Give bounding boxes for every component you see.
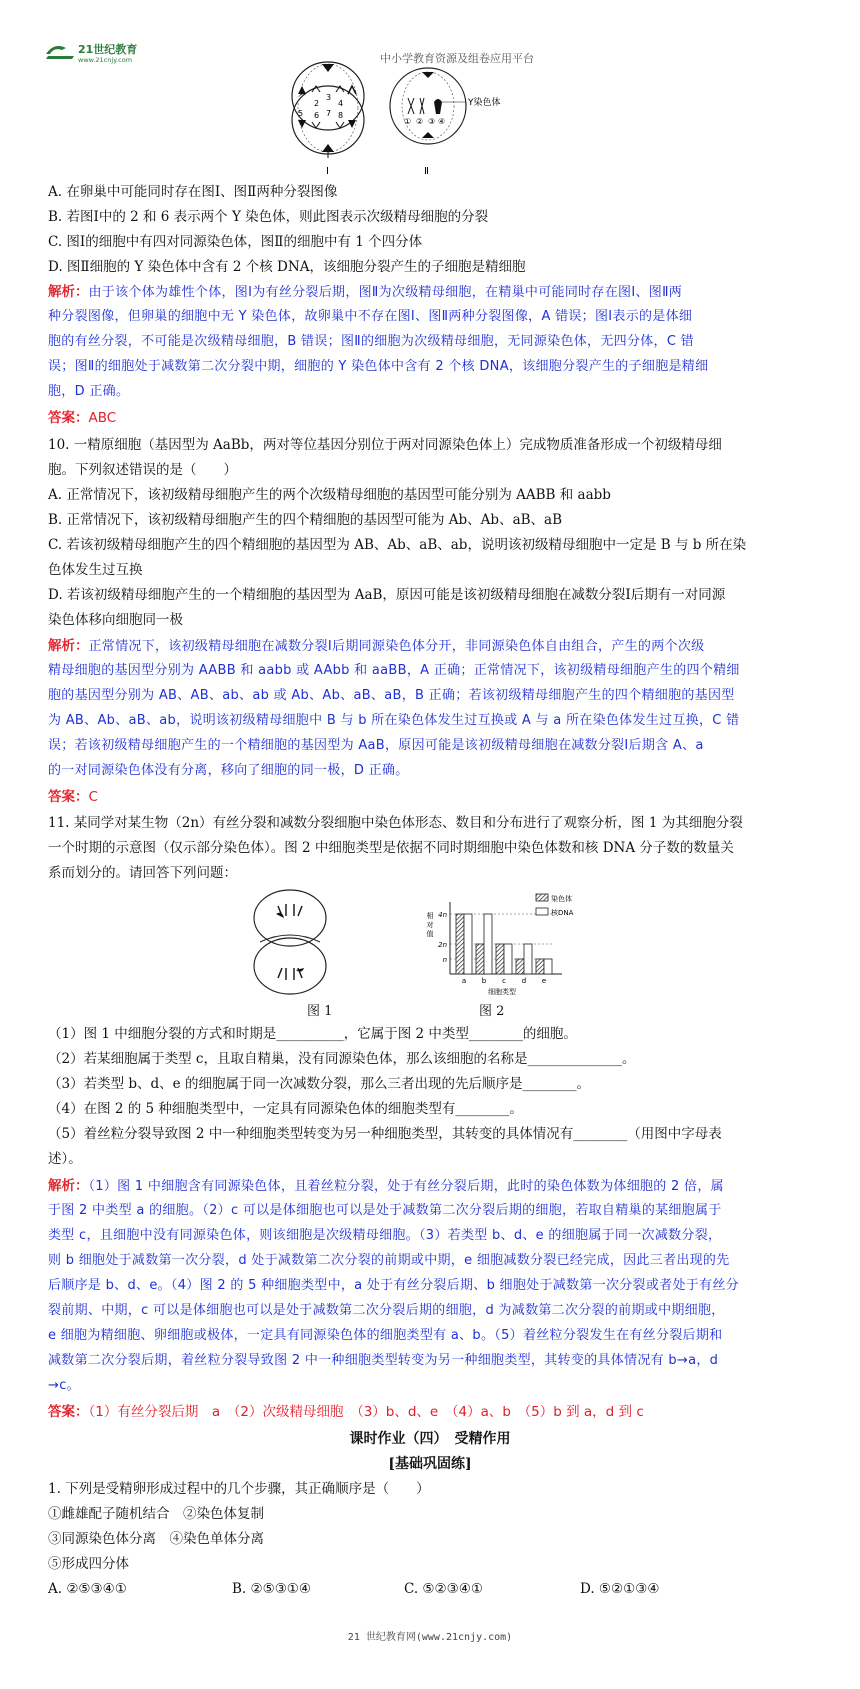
y-tick-label: 2n — [438, 941, 447, 949]
bar-核DNA — [484, 914, 492, 974]
q10-analysis-line: 解析：正常情况下，该初级精母细胞在减数分裂Ⅰ后期同源染色体分开，非同源染色体自由组合，产生的两个次级 — [48, 638, 705, 654]
q11-stem: 一个时期的示意图（仅示部分染色体）。图 2 中细胞类型是依据不同时期细胞中染色体数和核 DNA 分子数的数量关 — [48, 840, 734, 856]
q10-analysis-line: 胞的基因型分别为 AB、AB、ab、ab 或 Ab、Ab、aB、aB，B 正确；若该初级精母细胞产生的四个精细胞的基因型 — [48, 688, 735, 703]
q1-option-a: A. ②⑤③④① — [48, 1581, 127, 1597]
q9-option-d: D. 图Ⅱ细胞的 Y 染色体中含有 2 个核 DNA，该细胞分裂产生的子细胞是精细胞 — [48, 259, 526, 275]
y-tick-label: 4n — [438, 911, 447, 919]
q11-analysis-line: 则 b 细胞处于减数第一次分裂，d 处于减数第二次分裂的前期或中期，e 细胞减数分裂已经完成，因此三者出现的先 — [48, 1253, 730, 1268]
q11-analysis-line: 后顺序是 b、d、e。（4）图 2 的 5 种细胞类型中，a 处于有丝分裂后期、b 细胞处于减数第一次分裂或者处于有丝分 — [48, 1278, 739, 1293]
platform-name: 中小学教育资源及组卷应用平台 — [380, 52, 534, 65]
legend-swatch — [536, 894, 548, 901]
q11-analysis-line: 裂前期、中期，c 可以是体细胞也可以是处于减数第二次分裂后期的细胞，d 为减数第二次分裂的前期或中期细胞， — [48, 1303, 725, 1318]
svg-text:21世纪教育: 21世纪教育 — [78, 43, 138, 56]
figure-2-label: 图 2 — [479, 1004, 505, 1019]
cell-i-number: 3 — [326, 93, 332, 102]
bar-核DNA — [524, 944, 532, 974]
bar-核DNA — [544, 959, 552, 974]
q10-option-d: D. 若该初级精母细胞产生的一个精细胞的基因型为 AaB，原因可能是该初级精母细胞在减数分裂Ⅰ后期有一对同源 — [48, 587, 726, 603]
q10-analysis-line: 误；若该初级精母细胞产生的一个精细胞的基因型为 AaB，原因可能是该初级精母细胞在减数分裂Ⅰ后期含 A、a — [48, 738, 704, 753]
legend-entry: 染色体 — [551, 895, 572, 903]
cell-i-number: 5 — [298, 109, 304, 118]
q11-question-5: 述）。 — [48, 1151, 82, 1167]
bar-核DNA — [464, 914, 472, 974]
q1-option-b: B. ②⑤③①④ — [232, 1581, 312, 1597]
q1-steps: ①雌雄配子随机结合 ②染色体复制 — [48, 1506, 264, 1522]
analysis-label: 解析： — [48, 284, 89, 300]
x-tick-label: d — [521, 977, 527, 985]
cell-ii-number: ④ — [438, 117, 446, 126]
y-axis-label: 相 — [426, 912, 434, 920]
q9-analysis-line: 胞的有丝分裂，不可能是次级精母细胞，B 错误；图Ⅱ的细胞为次级精母细胞，无同源染色体，无四分体，C 错 — [48, 334, 694, 349]
q11-question-1: （1）图 1 中细胞分裂的方式和时期是__________，它属于图 2 中类型________的细胞。 — [48, 1026, 577, 1042]
x-tick-label: c — [502, 977, 506, 985]
section-subtitle: [基础巩固练] — [388, 1456, 472, 1472]
cell-ii-label: Ⅱ — [424, 166, 429, 176]
legend-entry: 核DNA — [551, 909, 574, 917]
q10-option-a: A. 正常情况下，该初级精母细胞产生的两个次级精母细胞的基因型可能分别为 AABB 和 aabb — [48, 487, 611, 503]
legend-swatch — [536, 908, 548, 915]
y-axis-label: 值 — [426, 930, 434, 938]
y-axis-label: 对 — [426, 921, 434, 929]
page-footer: 21 世纪教育网(www.21cnjy.com) — [347, 1632, 513, 1643]
q11-question-4: （4）在图 2 的 5 种细胞类型中，一定具有同源染色体的细胞类型有________。 — [48, 1101, 523, 1117]
q1-stem: 1. 下列是受精卵形成过程中的几个步骤，其正确顺序是（ ） — [48, 1481, 430, 1497]
q10-analysis-line: 为 AB、Ab、aB、ab，说明该初级精母细胞中 B 与 b 所在染色体发生过互换或 A 与 a 所在染色体发生过互换，C 错 — [48, 713, 740, 728]
site-logo — [44, 40, 174, 64]
x-tick-label: a — [461, 977, 467, 985]
cell-i-diagram — [292, 62, 364, 176]
figure-1-cell — [250, 888, 330, 996]
q9-option-b: B. 若图Ⅰ中的 2 和 6 表示两个 Y 染色体，则此图表示次级精母细胞的分裂 — [48, 209, 489, 225]
cell-ii-number: ① — [404, 117, 412, 126]
cell-i-number: 7 — [326, 109, 332, 118]
q9-option-c: C. 图Ⅰ的细胞中有四对同源染色体，图Ⅱ的细胞中有 1 个四分体 — [48, 234, 423, 250]
q9-analysis-line: 胞，D 正确。 — [48, 384, 130, 399]
x-axis-label: 细胞类型 — [488, 988, 516, 996]
cell-i-number: 8 — [338, 111, 344, 120]
q11-stem: 11. 某同学对某生物（2n）有丝分裂和减数分裂细胞中染色体形态、数目和分布进行了观察分析，图 1 为其细胞分裂 — [48, 815, 743, 831]
cell-i-number: 4 — [338, 99, 344, 108]
bar-染色体 — [516, 959, 524, 974]
section-title: 课时作业（四） 受精作用 — [349, 1431, 511, 1447]
q11-question-2: （2）若某细胞属于类型 c，且取自精巢，没有同源染色体，那么该细胞的名称是______________。 — [48, 1051, 636, 1067]
q11-analysis-line: 类型 c，且细胞中没有同源染色体，则该细胞是次级精母细胞。（3）若类型 b、d、e 的细胞属于同一次减数分裂， — [48, 1228, 722, 1243]
q11-analysis-line: e 细胞为精细胞、卵细胞或极体，一定具有同源染色体的细胞类型有 a、b。（5）着丝粒分裂发生在有丝分裂后期和 — [48, 1328, 723, 1343]
figure-1-label: 图 1 — [307, 1004, 333, 1019]
q1-steps: ⑤形成四分体 — [48, 1556, 129, 1572]
svg-text:www.21cnjy.com: www.21cnjy.com — [78, 56, 133, 64]
q11-analysis-line: 于图 2 中类型 a 的细胞。（2）c 可以是体细胞也可以是处于减数第二次分裂后期的细胞，若取自精巢的某细胞属于 — [48, 1203, 722, 1218]
bar-染色体 — [496, 944, 504, 974]
q10-stem: 10. 一精原细胞（基因型为 AaBb，两对等位基因分别位于两对同源染色体上）完成物质准备形成一个初级精母细 — [48, 437, 722, 453]
q10-option-b: B. 正常情况下，该初级精母细胞产生的四个精细胞的基因型可能为 Ab、Ab、aB、aB — [48, 512, 563, 528]
q11-stem: 系而划分的。请回答下列问题： — [48, 865, 237, 881]
cell-i-label: Ⅰ — [326, 166, 329, 176]
q9-analysis-line: 种分裂图像，但卵巢的细胞中无 Y 染色体，故卵巢中不存在图Ⅰ、图Ⅱ两种分裂图像，A 错误；图Ⅰ表示的是体细 — [48, 309, 693, 324]
bar-染色体 — [476, 944, 484, 974]
q11-analysis-line: 解析：（1）图 1 中细胞含有同源染色体，且着丝粒分裂，处于有丝分裂后期，此时的染色体数为体细胞的 2 倍，属 — [48, 1178, 724, 1194]
cell-ii-number: ② — [416, 117, 424, 126]
x-tick-label: b — [481, 977, 487, 985]
q11-question-3: （3）若类型 b、d、e 的细胞属于同一次减数分裂，那么三者出现的先后顺序是________。 — [48, 1076, 590, 1092]
cell-ii-number: ③ — [428, 117, 436, 126]
q11-analysis-line: →c。 — [48, 1378, 80, 1393]
q1-option-d: D. ⑤②①③④ — [580, 1581, 660, 1597]
bar-核DNA — [504, 944, 512, 974]
q9-analysis-line: 解析：由于该个体为雄性个体，图Ⅰ为有丝分裂后期，图Ⅱ为次级精母细胞，在精巢中可能同时存在图Ⅰ、图Ⅱ两 — [48, 284, 683, 300]
cell-i-number: 6 — [314, 111, 320, 120]
y-tick-label: n — [442, 956, 447, 964]
q11-answer: 答案：（1）有丝分裂后期 a （2）次级精母细胞 （3）b、d、e （4）a、b （5）b 到 a，d 到 c — [48, 1404, 644, 1420]
q11-question-5: （5）着丝粒分裂导致图 2 中一种细胞类型转变为另一种细胞类型，其转变的具体情况有________（用图中字母表 — [48, 1126, 722, 1142]
q9-answer: 答案：ABC — [48, 410, 117, 426]
x-tick-label: e — [541, 977, 547, 985]
cell-i-number: 2 — [314, 99, 320, 108]
q10-answer: 答案：C — [48, 789, 98, 805]
y-chromosome-label: Y染色体 — [468, 98, 501, 108]
q10-option-c: 色体发生过互换 — [48, 562, 143, 578]
q10-option-c: C. 若该初级精母细胞产生的四个精细胞的基因型为 AB、Ab、aB、ab，说明该初级精母细胞中一定是 B 与 b 所在染 — [48, 537, 747, 553]
q1-option-c: C. ⑤②③④① — [404, 1581, 483, 1597]
q9-analysis-line: 误；图Ⅱ的细胞处于减数第二次分裂中期，细胞的 Y 染色体中含有 2 个核 DNA，该细胞分裂产生的子细胞是精细 — [48, 359, 709, 374]
q10-stem: 胞。下列叙述错误的是（ ） — [48, 462, 237, 478]
cell-division-figure — [290, 58, 560, 176]
q1-steps: ③同源染色体分离 ④染色单体分离 — [48, 1531, 264, 1547]
q10-option-d: 染色体移向细胞同一极 — [48, 612, 183, 628]
q11-analysis-line: 减数第二次分裂后期，着丝粒分裂导致图 2 中一种细胞类型转变为另一种细胞类型，其转变的具体情况有 b→a，d — [48, 1353, 719, 1368]
cell-ii-diagram — [390, 68, 501, 176]
figure-2-chart — [420, 888, 580, 998]
q10-analysis-line: 的一对同源染色体没有分离，移向了细胞的同一极，D 正确。 — [48, 763, 409, 778]
bar-染色体 — [456, 914, 464, 974]
bar-染色体 — [536, 959, 544, 974]
q10-analysis-line: 精母细胞的基因型分别为 AABB 和 aabb 或 AAbb 和 aaBB，A 正确；正常情况下，该初级精母细胞产生的四个精细 — [48, 663, 740, 678]
q9-option-a: A. 在卵巢中可能同时存在图Ⅰ、图Ⅱ两种分裂图像 — [48, 184, 338, 200]
